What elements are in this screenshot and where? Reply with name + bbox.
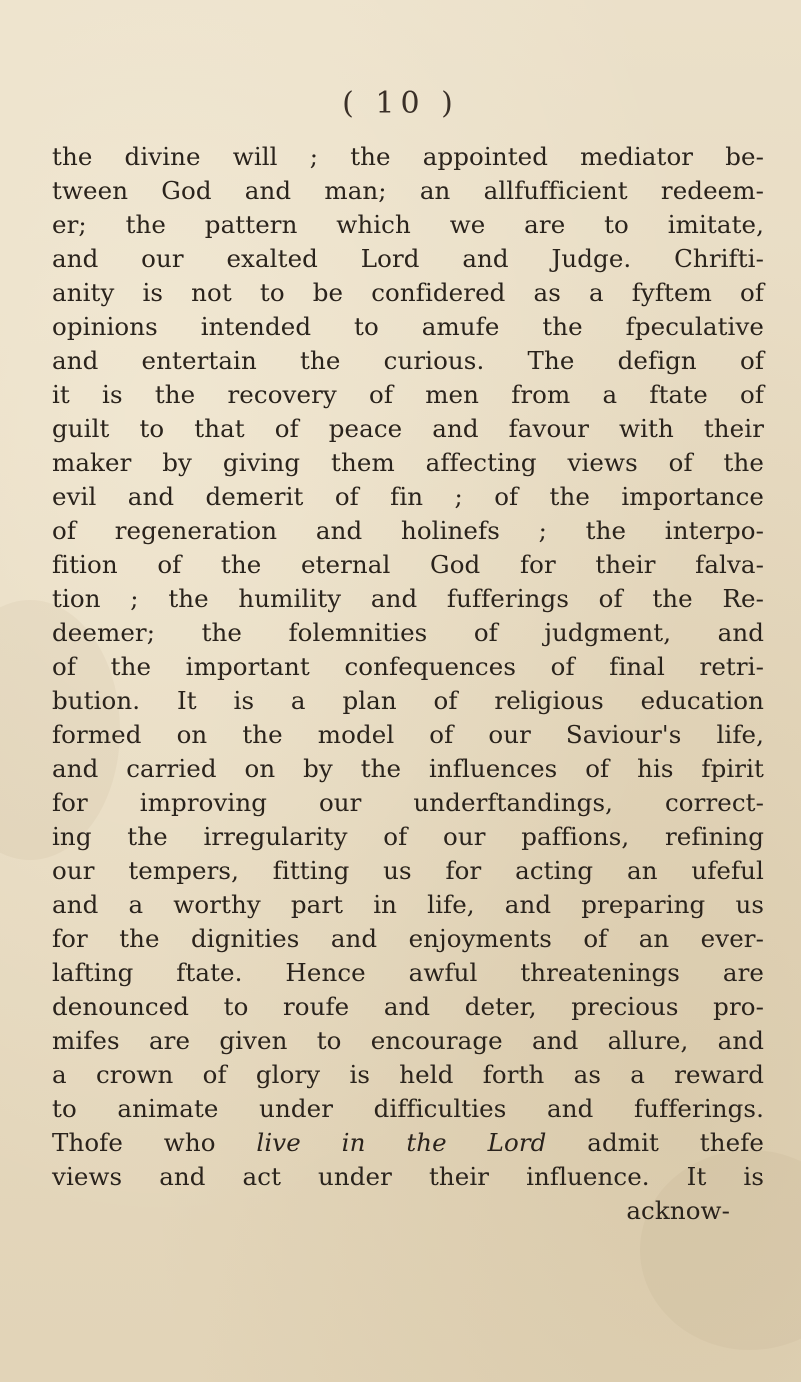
text-line: for the dignities and enjoyments of an ever- (52, 924, 764, 953)
text-line: denounced to roufe and deter, precious pro- (52, 992, 764, 1021)
text-line: bution. It is a plan of religious education (52, 686, 764, 715)
text-line: lafting ftate. Hence awful threatenings are (52, 958, 764, 987)
text-line: deemer; the folemnities of judgment, and (52, 618, 764, 647)
text-line: er; the pattern which we are to imitate, (52, 210, 764, 239)
text-line: views and act under their influence. It is (52, 1162, 764, 1191)
text-line: maker by giving them affecting views of the (52, 448, 764, 477)
text-line: to animate under difficulties and fufferings. (52, 1094, 764, 1123)
text-line: our tempers, fitting us for acting an ufeful (52, 856, 764, 885)
text-line: tween God and man; an allfufficient redeem- (52, 176, 764, 205)
text-line: of the important confequences of final retri- (52, 652, 764, 681)
text-line: anity is not to be confidered as a fyftem of (52, 278, 764, 307)
catchword: acknow- (626, 1196, 730, 1225)
text-line: and carried on by the influences of his fpirit (52, 754, 764, 783)
text-line: and a worthy part in life, and preparing us (52, 890, 764, 919)
text-line: it is the recovery of men from a ftate of (52, 380, 764, 409)
body-text (52, 140, 764, 1228)
text-line: the divine will ; the appointed mediator be- (52, 142, 764, 171)
text-line: formed on the model of our Saviour's life, (52, 720, 764, 749)
text-line: fition of the eternal God for their falva- (52, 550, 764, 579)
text-line: a crown of glory is held forth as a reward (52, 1060, 764, 1089)
text-line: and our exalted Lord and Judge. Chrifti- (52, 244, 764, 273)
text-line: mifes are given to encourage and allure, and (52, 1026, 764, 1055)
text-line: Thofe who live in the Lord admit thefe (52, 1128, 764, 1157)
text-line: and entertain the curious. The defign of (52, 346, 764, 375)
text-line: evil and demerit of fin ; of the importance (52, 482, 764, 511)
text-line: for improving our underftandings, correct- (52, 788, 764, 817)
page-number: ( 10 ) (342, 86, 459, 121)
text-line: ing the irregularity of our paffions, refining (52, 822, 764, 851)
text-line: opinions intended to amufe the fpeculative (52, 312, 764, 341)
text-line: of regeneration and holinefs ; the interpo- (52, 516, 764, 545)
text-line: tion ; the humility and fufferings of the Re- (52, 584, 764, 613)
text-line: guilt to that of peace and favour with their (52, 414, 764, 443)
